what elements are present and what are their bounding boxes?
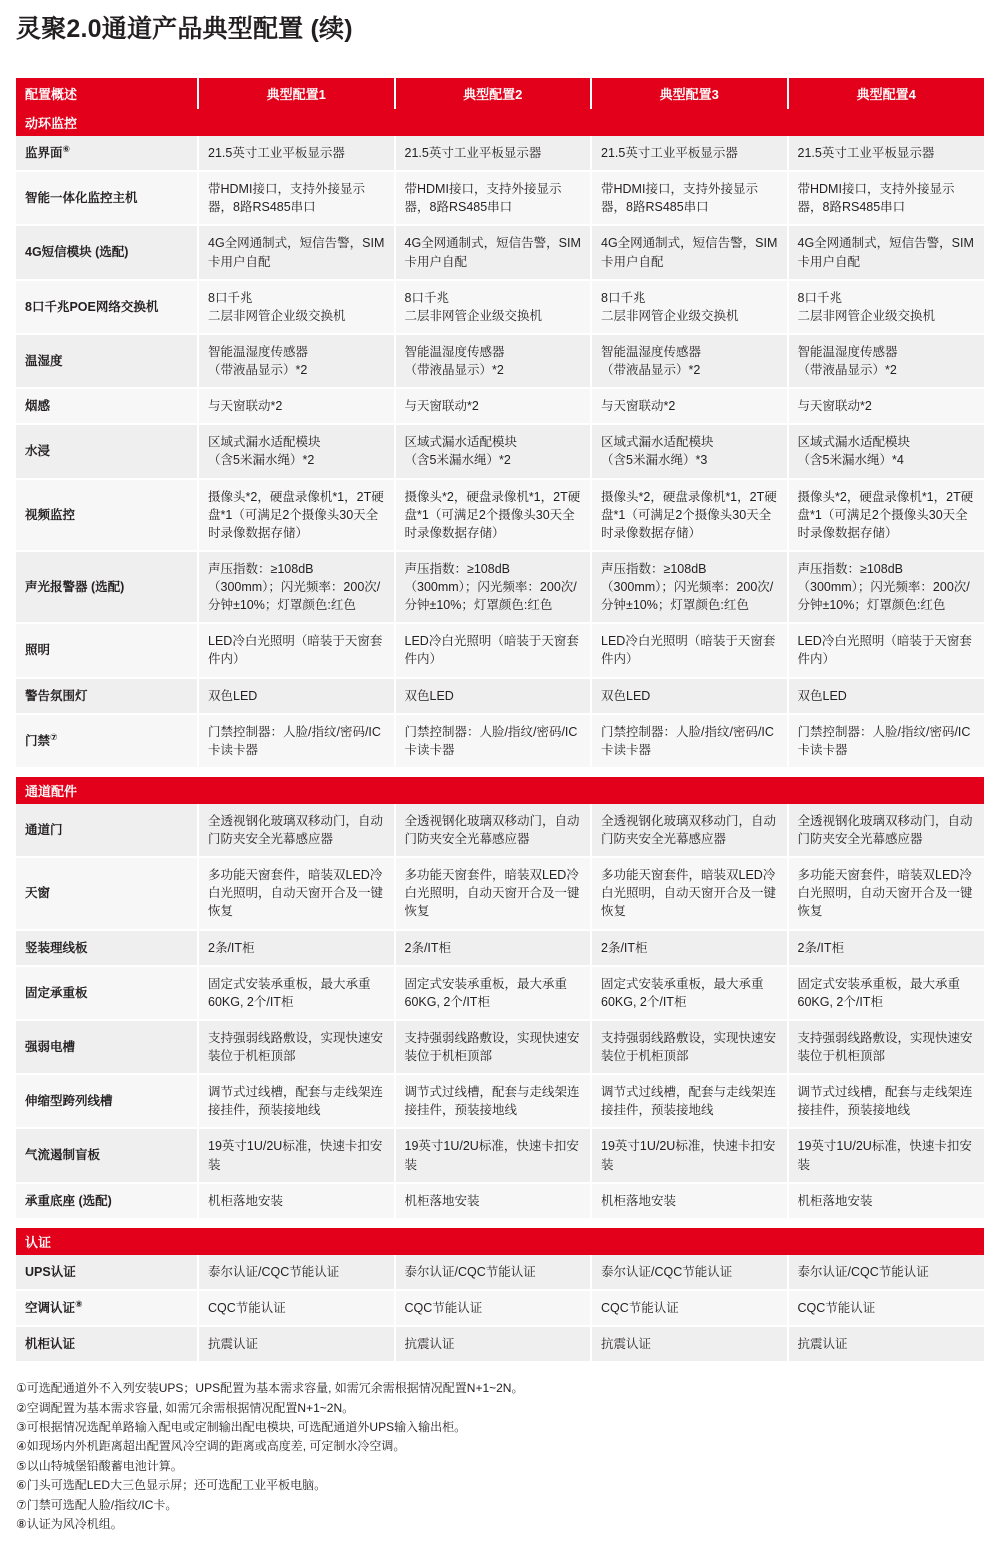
table-row xyxy=(16,714,984,768)
footnote-marker: ⑧ xyxy=(75,1298,83,1309)
row-label: 警告氛围灯 xyxy=(16,678,198,714)
row-value: 固定式安装承重板，最大承重60KG, 2个/IT柜 xyxy=(198,966,395,1020)
section-band xyxy=(16,777,984,804)
footnote-line: ⑥门头可选配LED大三色显示屏；还可选配工业平板电脑。 xyxy=(16,1478,327,1493)
row-value: 摄像头*2，硬盘录像机*1，2T硬盘*1（可满足2个摄像头30天全时录像数据存储） xyxy=(198,479,395,551)
row-value: 支持强弱线路敷设，实现快速安装位于机柜顶部 xyxy=(198,1020,395,1074)
row-value: 全透视钢化玻璃双移动门，自动门防夹安全光幕感应器 xyxy=(591,804,788,857)
row-value: 智能温湿度传感器 （带液晶显示）*2 xyxy=(788,334,985,388)
table-row xyxy=(16,388,984,424)
row-value: 摄像头*2，硬盘录像机*1，2T硬盘*1（可满足2个摄像头30天全时录像数据存储） xyxy=(395,479,592,551)
row-value: LED冷白光照明（暗装于天窗套件内） xyxy=(395,623,592,677)
row-value: 与天窗联动*2 xyxy=(395,388,592,424)
row-value: 双色LED xyxy=(198,678,395,714)
row-value: 调节式过线槽，配套与走线架连接挂件，预装接地线 xyxy=(788,1074,985,1128)
footnote-line: ⑦门禁可选配人脸/指纹/IC卡。 xyxy=(16,1497,178,1512)
table-row xyxy=(16,857,984,929)
row-value: 2条/IT柜 xyxy=(788,930,985,966)
row-label: 门禁⑦ xyxy=(16,714,198,768)
table-row xyxy=(16,1020,984,1074)
row-label: 固定承重板 xyxy=(16,966,198,1020)
row-value: 抗震认证 xyxy=(395,1326,592,1362)
row-value: 全透视钢化玻璃双移动门，自动门防夹安全光幕感应器 xyxy=(395,804,592,857)
row-value: 声压指数：≥108dB（300mm）；闪光频率：200次/分钟±10%；灯罩颜色:红色 xyxy=(198,551,395,623)
row-value: 2条/IT柜 xyxy=(591,930,788,966)
row-value: 机柜落地安装 xyxy=(788,1183,985,1219)
table-row xyxy=(16,623,984,677)
row-value: 8口千兆 二层非网管企业级交换机 xyxy=(788,280,985,334)
row-value: CQC节能认证 xyxy=(198,1290,395,1326)
row-value: 机柜落地安装 xyxy=(591,1183,788,1219)
row-value: 2条/IT柜 xyxy=(395,930,592,966)
row-value: 摄像头*2，硬盘录像机*1，2T硬盘*1（可满足2个摄像头30天全时录像数据存储） xyxy=(788,479,985,551)
row-label: 强弱电槽 xyxy=(16,1020,198,1074)
row-value: 抗震认证 xyxy=(198,1326,395,1362)
table-row xyxy=(16,1326,984,1362)
row-label: 通道门 xyxy=(16,804,198,857)
row-value: 门禁控制器：人脸/指纹/密码/IC卡读卡器 xyxy=(198,714,395,768)
row-value: 4G全网通制式，短信告警，SIM卡用户自配 xyxy=(198,225,395,279)
row-value: 带HDMI接口，支持外接显示器，8路RS485串口 xyxy=(395,171,592,225)
column-header-config-3: 典型配置3 xyxy=(591,78,788,109)
table-row xyxy=(16,479,984,551)
table-row xyxy=(16,136,984,171)
table-body xyxy=(16,109,984,1362)
row-value: 支持强弱线路敷设，实现快速安装位于机柜顶部 xyxy=(591,1020,788,1074)
row-value: 双色LED xyxy=(395,678,592,714)
row-value: 泰尔认证/CQC节能认证 xyxy=(788,1255,985,1290)
table-row xyxy=(16,930,984,966)
footnote-marker: ⑦ xyxy=(50,731,58,742)
row-value: LED冷白光照明（暗装于天窗套件内） xyxy=(591,623,788,677)
row-label: 视频监控 xyxy=(16,479,198,551)
table-row xyxy=(16,678,984,714)
row-value: 21.5英寸工业平板显示器 xyxy=(788,136,985,171)
footnotes xyxy=(16,1379,984,1535)
row-value: 双色LED xyxy=(591,678,788,714)
table-header-row xyxy=(16,78,984,109)
row-label: 声光报警器 (选配) xyxy=(16,551,198,623)
row-label: 承重底座 (选配) xyxy=(16,1183,198,1219)
section-spacer-cell xyxy=(16,768,984,777)
row-label: 伸缩型跨列线槽 xyxy=(16,1074,198,1128)
row-value: 与天窗联动*2 xyxy=(591,388,788,424)
row-value: 19英寸1U/2U标准，快速卡扣安装 xyxy=(395,1128,592,1182)
row-label: 照明 xyxy=(16,623,198,677)
table-row xyxy=(16,1255,984,1290)
row-value: 8口千兆 二层非网管企业级交换机 xyxy=(198,280,395,334)
row-value: 21.5英寸工业平板显示器 xyxy=(591,136,788,171)
table-row xyxy=(16,1074,984,1128)
row-value: 与天窗联动*2 xyxy=(788,388,985,424)
table-row xyxy=(16,225,984,279)
table-row xyxy=(16,280,984,334)
section-spacer xyxy=(16,768,984,777)
row-value: CQC节能认证 xyxy=(395,1290,592,1326)
row-value: LED冷白光照明（暗装于天窗套件内） xyxy=(198,623,395,677)
row-value: 支持强弱线路敷设，实现快速安装位于机柜顶部 xyxy=(788,1020,985,1074)
row-value: 19英寸1U/2U标准，快速卡扣安装 xyxy=(591,1128,788,1182)
row-label: 机柜认证 xyxy=(16,1326,198,1362)
row-value: 双色LED xyxy=(788,678,985,714)
row-value: 泰尔认证/CQC节能认证 xyxy=(591,1255,788,1290)
footnote-line: ⑧认证为风冷机组。 xyxy=(16,1517,123,1532)
row-value: 多功能天窗套件，暗装双LED冷白光照明，自动天窗开合及一键恢复 xyxy=(788,857,985,929)
row-value: 多功能天窗套件，暗装双LED冷白光照明，自动天窗开合及一键恢复 xyxy=(395,857,592,929)
row-value: 带HDMI接口，支持外接显示器，8路RS485串口 xyxy=(198,171,395,225)
table-header xyxy=(16,78,984,109)
row-value: 泰尔认证/CQC节能认证 xyxy=(198,1255,395,1290)
row-value: 抗震认证 xyxy=(788,1326,985,1362)
table-row xyxy=(16,1290,984,1326)
row-value: 区域式漏水适配模块 （含5米漏水绳）*3 xyxy=(591,424,788,478)
row-value: 门禁控制器：人脸/指纹/密码/IC卡读卡器 xyxy=(591,714,788,768)
row-value: 智能温湿度传感器 （带液晶显示）*2 xyxy=(591,334,788,388)
row-value: 固定式安装承重板，最大承重60KG, 2个/IT柜 xyxy=(591,966,788,1020)
row-value: 4G全网通制式，短信告警，SIM卡用户自配 xyxy=(788,225,985,279)
row-value: 4G全网通制式，短信告警，SIM卡用户自配 xyxy=(395,225,592,279)
spec-table xyxy=(16,78,984,1363)
row-value: 抗震认证 xyxy=(591,1326,788,1362)
row-value: 门禁控制器：人脸/指纹/密码/IC卡读卡器 xyxy=(788,714,985,768)
row-value: 泰尔认证/CQC节能认证 xyxy=(395,1255,592,1290)
footnote-marker: ⑥ xyxy=(62,143,71,154)
table-row xyxy=(16,171,984,225)
table-row xyxy=(16,1183,984,1219)
row-value: 全透视钢化玻璃双移动门，自动门防夹安全光幕感应器 xyxy=(788,804,985,857)
row-label: 温湿度 xyxy=(16,334,198,388)
column-header-config-2: 典型配置2 xyxy=(395,78,592,109)
row-label: 竖装理线板 xyxy=(16,930,198,966)
row-value: 全透视钢化玻璃双移动门，自动门防夹安全光幕感应器 xyxy=(198,804,395,857)
row-value: 区域式漏水适配模块 （含5米漏水绳）*2 xyxy=(198,424,395,478)
row-value: 8口千兆 二层非网管企业级交换机 xyxy=(591,280,788,334)
row-value: 声压指数：≥108dB（300mm）；闪光频率：200次/分钟±10%；灯罩颜色:红色 xyxy=(788,551,985,623)
row-value: 2条/IT柜 xyxy=(198,930,395,966)
section-band xyxy=(16,109,984,136)
row-label: 水浸 xyxy=(16,424,198,478)
table-row xyxy=(16,804,984,857)
row-label: 气流遏制盲板 xyxy=(16,1128,198,1182)
footnote-line: ②空调配置为基本需求容量, 如需冗余需根据情况配置N+1~2N。 xyxy=(16,1400,355,1415)
section-band xyxy=(16,1228,984,1255)
section-band-label: 认证 xyxy=(16,1228,984,1255)
row-value: 19英寸1U/2U标准，快速卡扣安装 xyxy=(198,1128,395,1182)
row-value: 带HDMI接口，支持外接显示器，8路RS485串口 xyxy=(591,171,788,225)
row-label: 4G短信模块 (选配) xyxy=(16,225,198,279)
table-row xyxy=(16,424,984,478)
section-band-label: 动环监控 xyxy=(16,109,984,136)
section-spacer-cell xyxy=(16,1219,984,1228)
row-value: 摄像头*2，硬盘录像机*1，2T硬盘*1（可满足2个摄像头30天全时录像数据存储） xyxy=(591,479,788,551)
row-value: 智能温湿度传感器 （带液晶显示）*2 xyxy=(395,334,592,388)
row-value: 多功能天窗套件，暗装双LED冷白光照明，自动天窗开合及一键恢复 xyxy=(591,857,788,929)
row-value: 21.5英寸工业平板显示器 xyxy=(395,136,592,171)
footnote-line: ①可选配通道外不入列安装UPS；UPS配置为基本需求容量, 如需冗余需根据情况配置N+1~2N。 xyxy=(16,1381,524,1396)
row-value: 声压指数：≥108dB（300mm）；闪光频率：200次/分钟±10%；灯罩颜色:红色 xyxy=(395,551,592,623)
footnote-line: ④如现场内外机距离超出配置风冷空调的距离或高度差, 可定制水冷空调。 xyxy=(16,1439,406,1454)
row-value: 调节式过线槽，配套与走线架连接挂件，预装接地线 xyxy=(591,1074,788,1128)
row-label: 监界面⑥ xyxy=(16,136,198,171)
row-value: 多功能天窗套件，暗装双LED冷白光照明，自动天窗开合及一键恢复 xyxy=(198,857,395,929)
row-value: 支持强弱线路敷设，实现快速安装位于机柜顶部 xyxy=(395,1020,592,1074)
row-value: 带HDMI接口，支持外接显示器，8路RS485串口 xyxy=(788,171,985,225)
row-value: 固定式安装承重板，最大承重60KG, 2个/IT柜 xyxy=(395,966,592,1020)
table-row xyxy=(16,551,984,623)
row-value: 固定式安装承重板，最大承重60KG, 2个/IT柜 xyxy=(788,966,985,1020)
footnote-line: ⑤以山特城堡铅酸蓄电池计算。 xyxy=(16,1458,183,1473)
table-row xyxy=(16,1128,984,1182)
row-value: CQC节能认证 xyxy=(591,1290,788,1326)
row-value: 调节式过线槽，配套与走线架连接挂件，预装接地线 xyxy=(198,1074,395,1128)
row-value: 8口千兆 二层非网管企业级交换机 xyxy=(395,280,592,334)
section-spacer xyxy=(16,1219,984,1228)
row-value: 机柜落地安装 xyxy=(395,1183,592,1219)
row-value: 区域式漏水适配模块 （含5米漏水绳）*2 xyxy=(395,424,592,478)
row-value: CQC节能认证 xyxy=(788,1290,985,1326)
row-label: UPS认证 xyxy=(16,1255,198,1290)
table-row xyxy=(16,334,984,388)
row-value: 调节式过线槽，配套与走线架连接挂件，预装接地线 xyxy=(395,1074,592,1128)
row-label: 8口千兆POE网络交换机 xyxy=(16,280,198,334)
row-label: 烟感 xyxy=(16,388,198,424)
footnote-line: ③可根据情况选配单路输入配电或定制输出配电模块, 可选配通道外UPS输入输出柜。 xyxy=(16,1420,467,1434)
row-value: LED冷白光照明（暗装于天窗套件内） xyxy=(788,623,985,677)
column-header-config-4: 典型配置4 xyxy=(788,78,985,109)
page-title: 灵聚2.0通道产品典型配置 (续) xyxy=(16,15,353,43)
table-row xyxy=(16,966,984,1020)
row-value: 与天窗联动*2 xyxy=(198,388,395,424)
row-value: 21.5英寸工业平板显示器 xyxy=(198,136,395,171)
row-label: 空调认证⑧ xyxy=(16,1290,198,1326)
row-value: 19英寸1U/2U标准，快速卡扣安装 xyxy=(788,1128,985,1182)
row-value: 机柜落地安装 xyxy=(198,1183,395,1219)
row-label: 天窗 xyxy=(16,857,198,929)
column-header-config-1: 典型配置1 xyxy=(198,78,395,109)
row-value: 区域式漏水适配模块 （含5米漏水绳）*4 xyxy=(788,424,985,478)
row-value: 4G全网通制式，短信告警，SIM卡用户自配 xyxy=(591,225,788,279)
row-value: 门禁控制器：人脸/指纹/密码/IC卡读卡器 xyxy=(395,714,592,768)
section-band-label: 通道配件 xyxy=(16,777,984,804)
row-label: 智能一体化监控主机 xyxy=(16,171,198,225)
column-header-overview: 配置概述 xyxy=(16,78,198,109)
row-value: 智能温湿度传感器 （带液晶显示）*2 xyxy=(198,334,395,388)
row-value: 声压指数：≥108dB（300mm）；闪光频率：200次/分钟±10%；灯罩颜色:红色 xyxy=(591,551,788,623)
